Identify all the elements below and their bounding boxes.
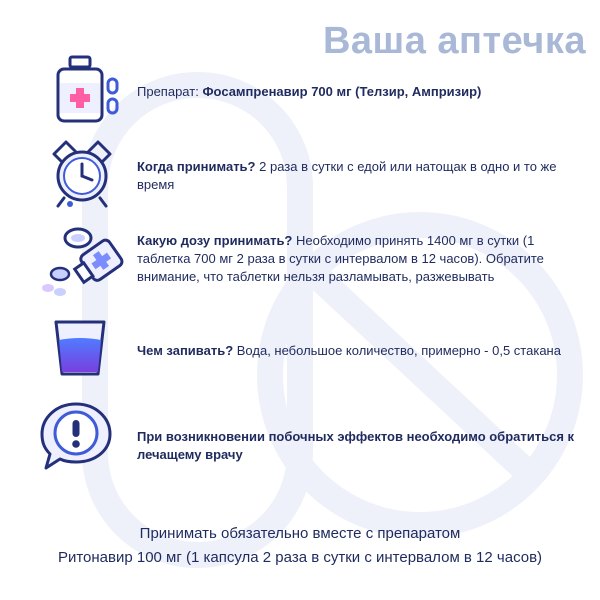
pill-bottle-icon [38,222,128,298]
when-label: Когда принимать? [137,159,256,174]
footer-note [0,522,600,570]
drink-value: Вода, небольшое количество, примерно - 0,5 стакана [236,343,561,358]
drink-text [137,342,577,360]
medicine-bottle-icon [46,55,130,125]
dose-text [137,232,577,286]
page-title: Ваша аптечка [322,20,586,62]
warning-bubble-icon [36,400,116,472]
alarm-clock-icon [40,140,120,210]
dose-value: Необходимо принять 1400 мг в сутки (1 таблетка 700 мг 2 раза в сутки с интервалом в 12 часов). Обратите внимание, что таблетки нельзя разламывать, разжевывать [137,233,544,284]
dose-label: Какую дозу принимать? [137,233,293,248]
drink-label: Чем запивать? [137,343,234,358]
side-effects-label: При возникновении побочных эффектов необходимо обратиться к лечащему врачу [137,429,575,462]
when-text [137,158,577,194]
drug-label: Препарат: [137,84,199,99]
drug-value: Фосампренавир 700 мг (Телзир, Ампризир) [202,84,482,99]
water-glass-icon [50,318,110,378]
footer-line-2: Ритонавир 100 мг (1 капсула 2 раза в сутки с интервалом в 12 часов) [57,549,543,566]
side-effects-text [137,428,577,464]
drug-text [137,83,577,101]
when-value: 2 раза в сутки с едой или натощак в одно и то же время [137,159,557,192]
footer-line-1: Принимать обязательно вместе с препаратом [139,525,461,542]
